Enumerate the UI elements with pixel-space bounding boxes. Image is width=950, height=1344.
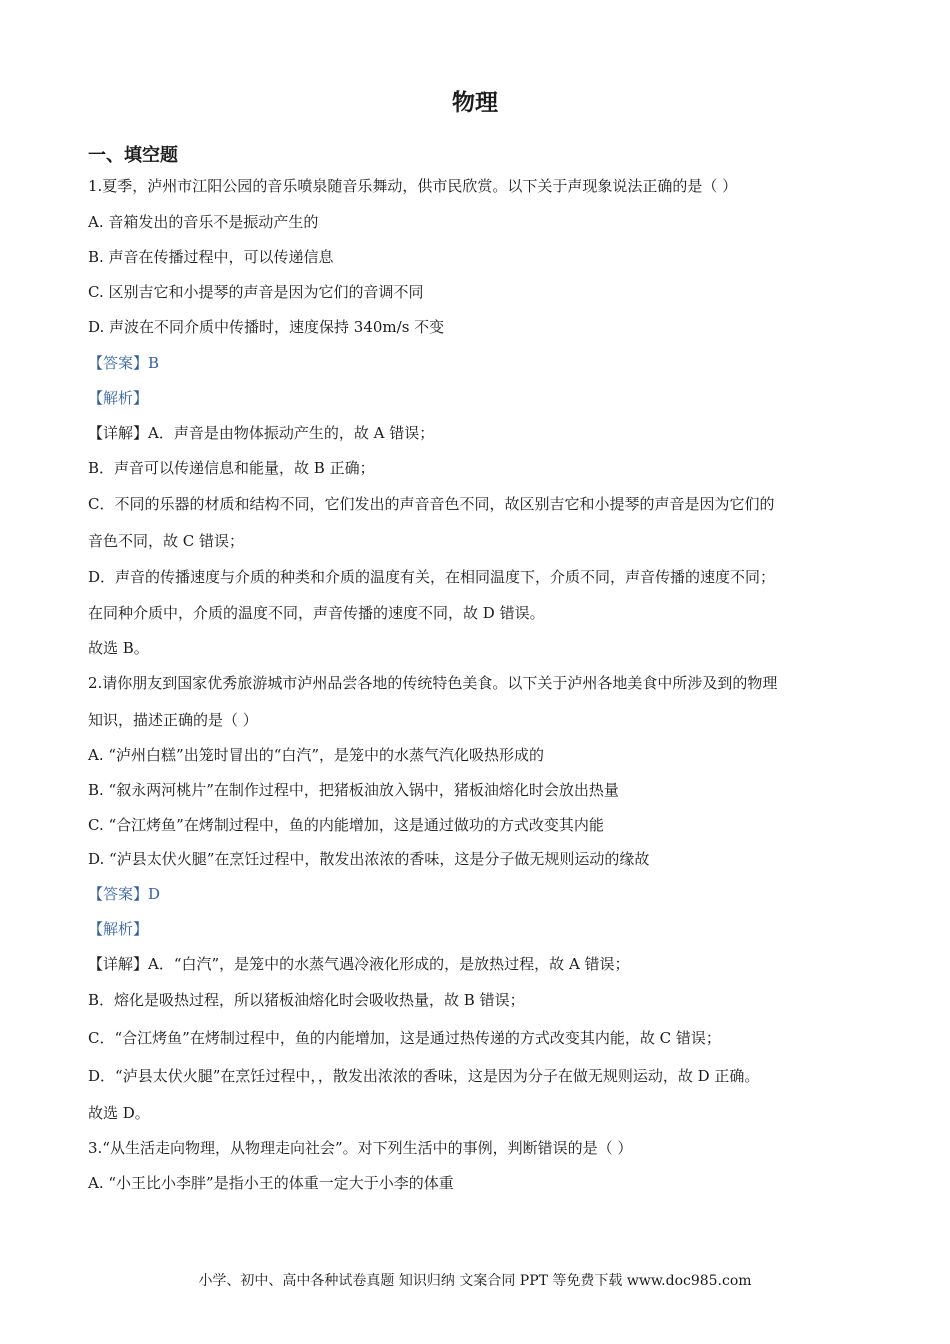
q2-answer: 【答案】D xyxy=(88,885,161,903)
q1-detail-d: D．声音的传播速度与介质的种类和介质的温度有关，在相同温度下，介质不同，声音传播的速度不同； xyxy=(88,568,776,586)
q2-option-b: B. “叙永两河桃片”在制作过程中，把猪板油放入锅中，猪板油熔化时会放出热量 xyxy=(88,781,619,799)
q2-analysis-label: 【解析】 xyxy=(88,920,149,938)
q2-option-c: C. “合江烤鱼”在烤制过程中，鱼的内能增加，这是通过做功的方式改变其内能 xyxy=(88,816,604,834)
q1-detail-c: C．不同的乐器的材质和结构不同，它们发出的声音音色不同，故区别吉它和小提琴的声音是因为它们的 xyxy=(88,495,775,513)
q1-detail-a: 【详解】A．声音是由物体振动产生的，故 A 错误； xyxy=(88,424,435,442)
q1-conclusion: 故选 B。 xyxy=(88,639,149,657)
q1-detail-d-cont: 在同种介质中，介质的温度不同，声音传播的速度不同，故 D 错误。 xyxy=(88,604,545,622)
page-title: 物理 xyxy=(452,90,498,116)
question-3-stem: 3.“从生活走向物理，从物理走向社会”。对下列生活中的事例，判断错误的是（ ） xyxy=(88,1139,633,1157)
question-1-stem: 1.夏季，泸州市江阳公园的音乐喷泉随音乐舞动，供市民欣赏。以下关于声现象说法正确的是（ ） xyxy=(88,177,738,195)
q1-detail-c-cont: 音色不同，故 C 错误； xyxy=(88,532,245,550)
page-footer: 小学、初中、高中各种试卷真题 知识归纳 文案合同 PPT 等免费下载 www.doc985.com xyxy=(198,1273,752,1289)
q3-option-a: A. “小王比小李胖”是指小王的体重一定大于小李的体重 xyxy=(88,1174,454,1192)
q1-option-c: C. 区别吉它和小提琴的声音是因为它们的音调不同 xyxy=(88,283,424,301)
q1-detail-b: B．声音可以传递信息和能量，故 B 正确； xyxy=(88,459,375,477)
q1-option-a: A. 音箱发出的音乐不是振动产生的 xyxy=(88,213,319,231)
q1-option-d: D. 声波在不同介质中传播时，速度保持 340m/s 不变 xyxy=(88,318,445,336)
section-heading: 一、填空题 xyxy=(88,145,178,166)
q2-option-d: D. “泸县太伏火腿”在烹饪过程中，散发出浓浓的香味，这是分子做无规则运动的缘故 xyxy=(88,850,650,868)
q1-option-b: B. 声音在传播过程中，可以传递信息 xyxy=(88,248,334,266)
q2-detail-b: B．熔化是吸热过程，所以猪板油熔化时会吸收热量，故 B 错误； xyxy=(88,991,525,1009)
q2-detail-c: C．“合江烤鱼”在烤制过程中，鱼的内能增加，这是通过热传递的方式改变其内能，故 C 错误； xyxy=(88,1029,721,1047)
question-2-stem-cont: 知识，描述正确的是（ ） xyxy=(88,711,258,729)
question-2-stem: 2.请你朋友到国家优秀旅游城市泸州品尝各地的传统特色美食。以下关于泸州各地美食中所涉及到的物理 xyxy=(88,674,778,692)
q2-detail-a: 【详解】A．“白汽”，是笼中的水蒸气遇冷液化形成的，是放热过程，故 A 错误； xyxy=(88,955,630,973)
q2-detail-d: D．“泸县太伏火腿”在烹饪过程中，，散发出浓浓的香味，这是因为分子在做无规则运动，故 D 正确。 xyxy=(88,1067,760,1085)
q1-answer: 【答案】B xyxy=(88,354,160,372)
q1-analysis-label: 【解析】 xyxy=(88,389,149,407)
q2-option-a: A. “泸州白糕”出笼时冒出的“白汽”，是笼中的水蒸气汽化吸热形成的 xyxy=(88,746,545,764)
q2-conclusion: 故选 D。 xyxy=(88,1104,150,1122)
